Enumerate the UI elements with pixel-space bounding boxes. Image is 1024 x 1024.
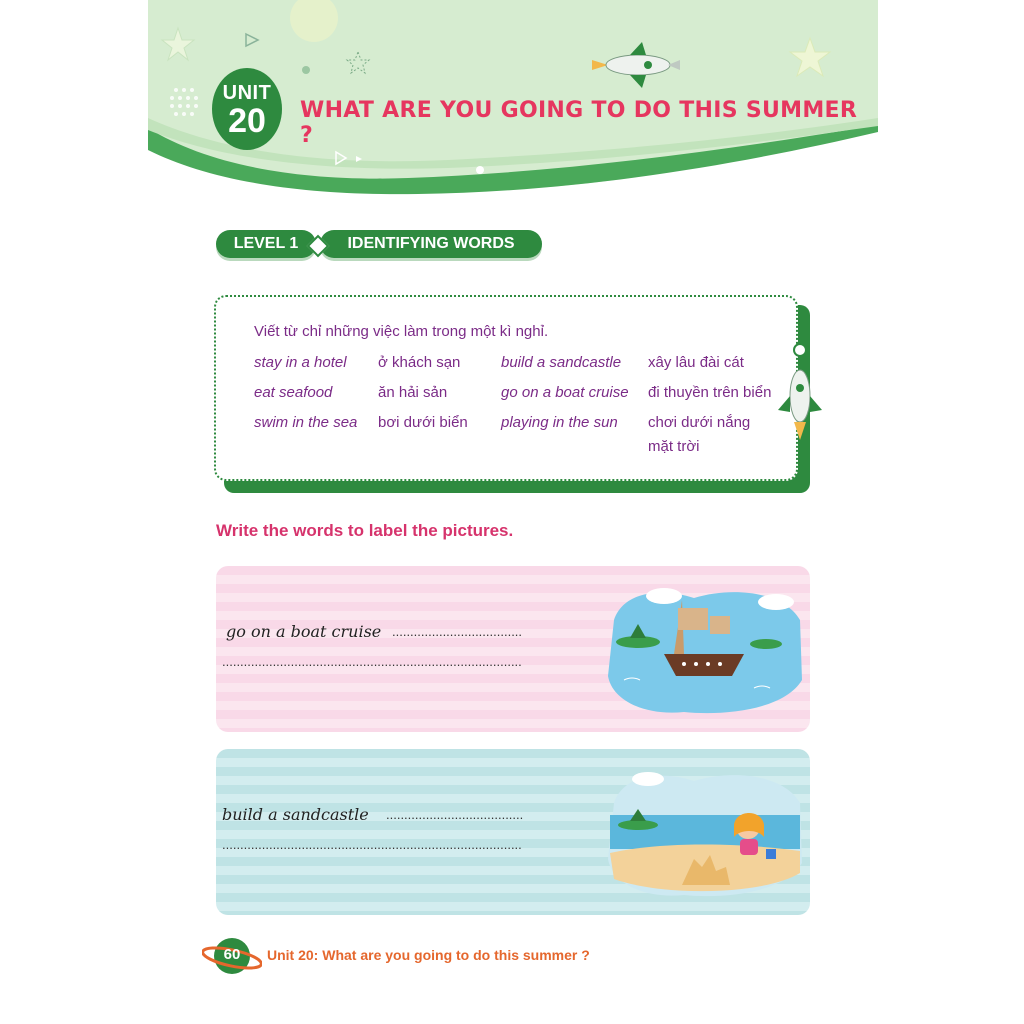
answer-text: go on a boat cruise [226, 622, 382, 641]
answer-line: ...................................... [386, 807, 524, 822]
section-label: IDENTIFYING WORDS [320, 230, 542, 258]
vocab-en: build a sandcastle [501, 354, 622, 371]
footer-text: Unit 20: What are you going to do this summer ? [267, 947, 590, 963]
picture-card [216, 566, 810, 732]
vocab-vi: bơi dưới biển [378, 414, 468, 431]
sandcastle-picture [604, 763, 804, 903]
picture-card [216, 749, 810, 915]
answer-text: build a sandcastle [222, 805, 369, 824]
vocab-vi: ở khách sạn [378, 354, 461, 371]
unit-badge [212, 68, 282, 150]
page-number: 60 [223, 946, 241, 963]
unit-number: 20 [228, 102, 266, 140]
vocab-en: stay in a hotel [254, 354, 347, 371]
boat-cruise-picture [604, 580, 804, 720]
unit-title: WHAT ARE YOU GOING TO DO THIS SUMMER ? [300, 98, 858, 148]
vocab-vi: xây lâu đài cát [648, 354, 744, 371]
vocab-en: swim in the sea [254, 414, 358, 431]
unit-word: UNIT [222, 82, 272, 104]
level-label: LEVEL 1 [216, 230, 316, 258]
vocab-en: eat seafood [254, 384, 333, 401]
vocab-en: go on a boat cruise [501, 384, 629, 401]
rocket-icon [776, 340, 824, 444]
answer-line: ................................................................................... [222, 837, 522, 852]
vocab-vi: đi thuyền trên biển [648, 384, 772, 401]
vocab-vi: chơi dưới nắng [648, 414, 751, 431]
vocab-instruction: Viết từ chỉ những việc làm trong một kì nghỉ. [254, 323, 549, 340]
answer-line: ................................................................................... [222, 654, 522, 669]
answer-line: .................................... [392, 624, 523, 639]
vocab-box [214, 295, 798, 481]
vocab-vi: ăn hải sản [378, 384, 448, 401]
workbook-page [148, 0, 878, 1024]
vocab-vi: mặt trời [648, 438, 700, 455]
exercise-instruction: Write the words to label the pictures. [216, 521, 514, 540]
vocab-en: playing in the sun [501, 414, 618, 431]
